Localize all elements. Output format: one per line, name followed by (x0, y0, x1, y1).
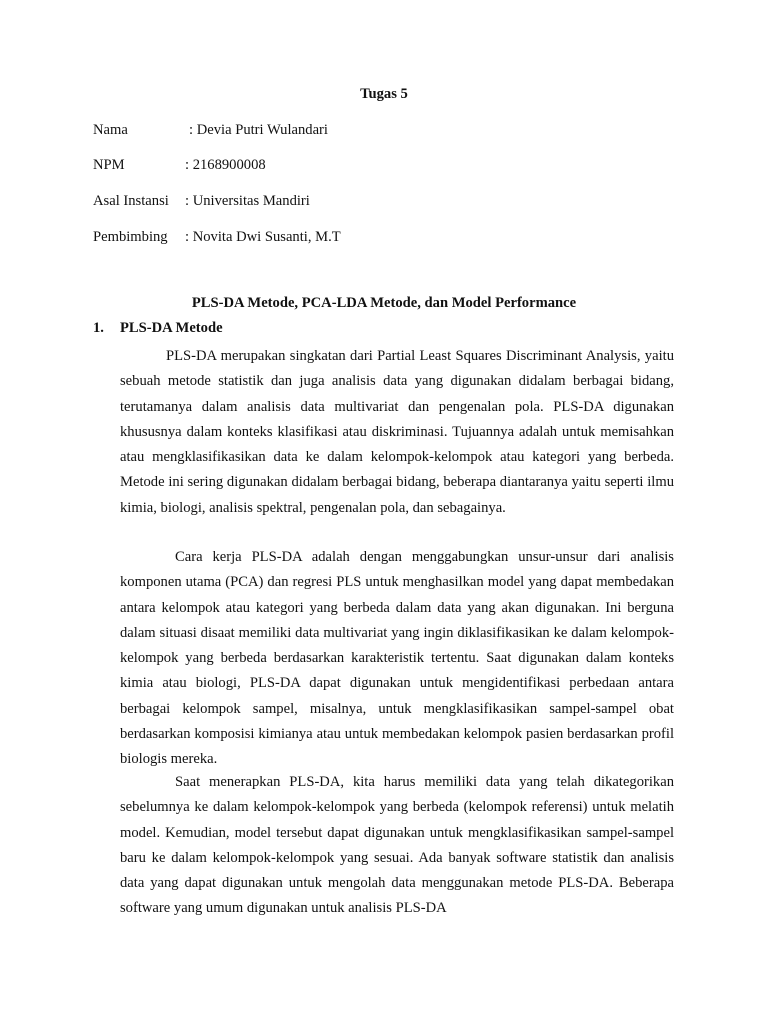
field-pembimbing-label: Pembimbing (93, 229, 168, 245)
heading-text: PLS-DA Metode (120, 320, 223, 336)
field-npm-label: NPM (93, 157, 125, 173)
paragraph-2: Cara kerja PLS-DA adalah dengan menggabungkan unsur-unsur dari analisis komponen utama (PCA) dan regresi PLS untuk menghasilkan model yang dapat membedakan antara kelompok atau kategori yang berbeda dalam data yang akan digunakan. Ini berguna dalam situasi disaat memiliki data multivariat yang ingin diklasifikasikan ke dalam kelompok-kelompok yang berbeda berdasarkan karakteristik tertentu. Saat digunakan dalam konteks kimia atau biologi, PLS-DA dapat digunakan untuk mengidentifikasi perbedaan antara berbagai kelompok sampel, misalnya, untuk mengklasifikasikan sampel-sampel obat berdasarkan komposisi kimianya atau untuk membedakan kelompok pasien berdasarkan profil biologis mereka. (120, 549, 674, 768)
field-npm-value: : 2168900008 (185, 157, 266, 173)
heading-number: 1. (93, 320, 104, 336)
section-title: PLS-DA Metode, PCA-LDA Metode, dan Model Performance (191, 295, 577, 311)
field-asal-instansi-value: : Universitas Mandiri (185, 193, 310, 209)
field-asal-instansi-label: Asal Instansi (93, 193, 169, 209)
paragraph-1: PLS-DA merupakan singkatan dari Partial Least Squares Discriminant Analysis, yaitu sebuah metode statistik dan juga analisis data yang digunakan didalam berbagai bidang, terutamanya dalam analisis data multivariat dan pengenalan pola. PLS-DA digunakan khususnya dalam konteks klasifikasi atau diskriminasi. Tujuannya adalah untuk memisahkan atau mengklasifikasikan data ke dalam kelompok-kelompok atau kategori yang berbeda. Metode ini sering digunakan didalam berbagai bidang, beberapa diantaranya yaitu seperti ilmu kimia, biologi, analisis spektral, pengenalan pola, dan sebagainya. (120, 348, 674, 516)
field-nama-label: Nama (93, 122, 128, 138)
field-pembimbing-value: : Novita Dwi Susanti, M.T (185, 229, 341, 245)
field-nama-value: : Devia Putri Wulandari (189, 122, 328, 138)
document-title: Tugas 5 (360, 86, 408, 102)
paragraph-3: Saat menerapkan PLS-DA, kita harus memiliki data yang telah dikategorikan sebelumnya ke dalam kelompok-kelompok yang berbeda (kelompok referensi) untuk melatih model. Kemudian, model tersebut dapat digunakan untuk mengklasifikasikan sampel-sampel baru ke dalam kelompok-kelompok yang sesuai. Ada banyak software statistik dan analisis data yang dapat digunakan untuk mengolah data menggunakan metode PLS-DA. Beberapa software yang umum digunakan untuk analisis PLS-DA (120, 774, 674, 917)
